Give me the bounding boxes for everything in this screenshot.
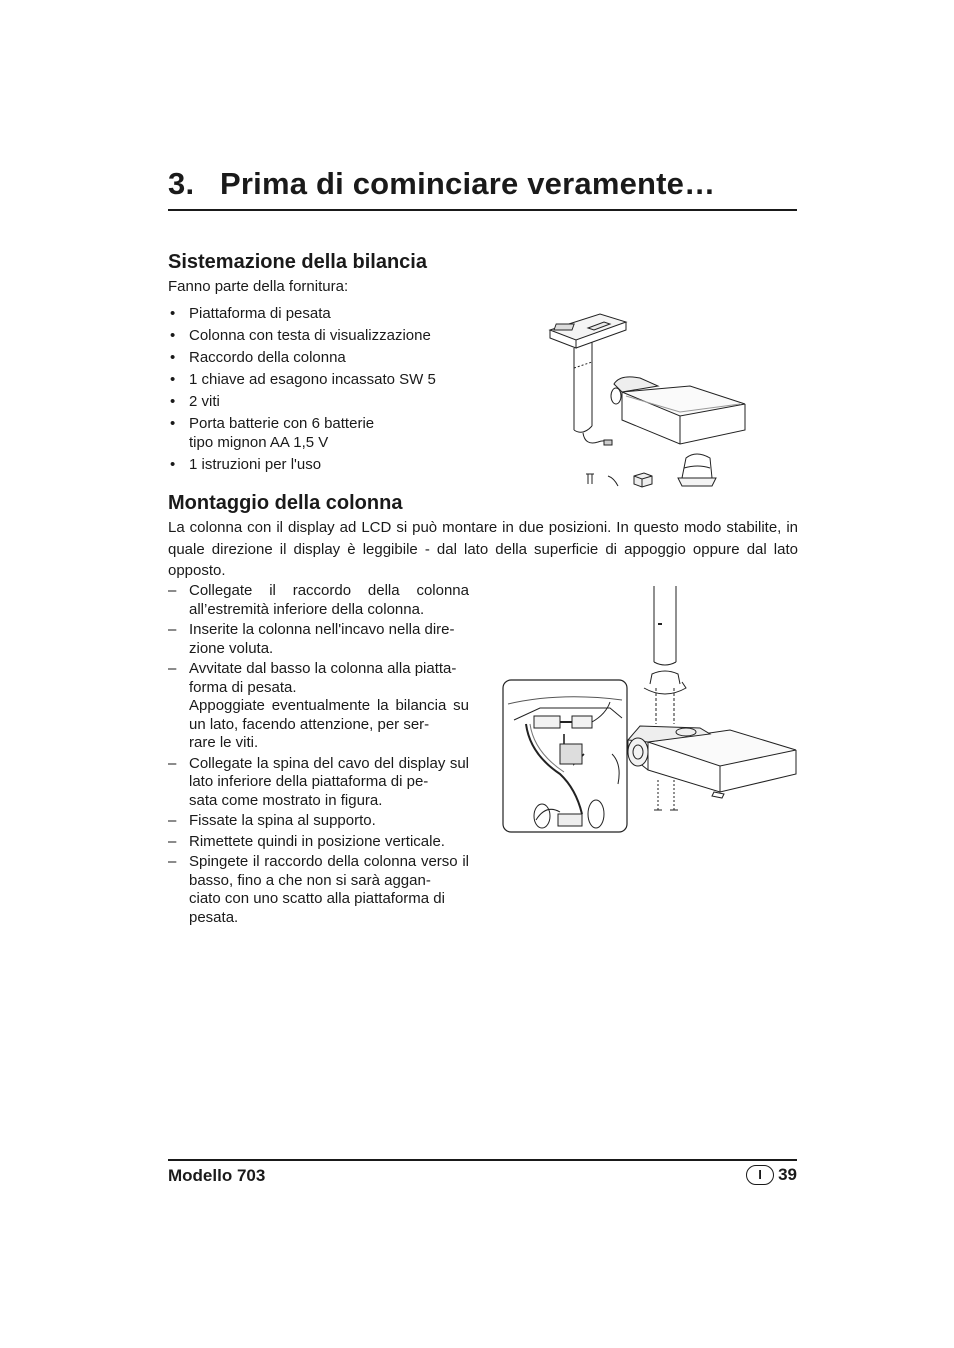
list-item: • 1 chiave ad esagono incassato SW 5 — [168, 370, 488, 389]
delivery-illustration — [540, 308, 770, 494]
column-connector-icon — [644, 671, 686, 724]
screws-icon — [608, 476, 618, 486]
footer-model: Modello 703 — [168, 1166, 266, 1185]
battery-holder-icon — [634, 473, 652, 487]
step-item — [168, 853, 469, 927]
column-icon — [654, 586, 676, 665]
step-item-line: sata come mostrato in figura. — [189, 791, 383, 809]
step-item-line: – Spingete il raccordo della colonna verso il basso, fino a che non si sarà aggan- — [189, 853, 469, 889]
step-item-line: forma di pesata. — [189, 678, 297, 696]
platform-icon — [628, 726, 796, 798]
step-item: – Collegate il raccordo della colonna all’estremità inferiore della colonna. — [168, 582, 469, 619]
detail-inset — [503, 680, 627, 832]
list-item: • 1 istruzioni per l'uso — [168, 455, 488, 474]
delivery-intro: Fanno parte della fornitura: — [168, 278, 349, 295]
title-rule — [168, 209, 797, 211]
step-item-line: ciato con uno scatto alla piattaforma di — [189, 890, 445, 907]
step-item-line: – Collegate la spina del cavo del display sul lato inferiore della piattaforma di pe- — [189, 754, 469, 790]
section-heading-setup: Sistemazione della bilancia — [168, 251, 427, 273]
column-connector-icon — [678, 454, 716, 486]
section-heading-assembly: Montaggio della colonna — [168, 492, 403, 514]
step-item-line: zione voluta. — [189, 639, 274, 657]
step-item: – Rimettete quindi in posizione verticale. — [168, 833, 469, 852]
footer-page-info — [746, 1165, 797, 1185]
footer-rule — [168, 1159, 797, 1161]
display-head-icon — [550, 314, 626, 348]
list-item-line: • Porta batterie con 6 batterie — [189, 415, 375, 432]
page-number: 39 — [778, 1165, 797, 1184]
delivery-list — [168, 304, 488, 477]
list-item: • Piattaforma di pesata — [168, 304, 488, 323]
step-item — [168, 621, 469, 658]
list-item: • Raccordo della colonna — [168, 348, 488, 367]
step-item: – Fissate la spina al supporto. — [168, 812, 469, 831]
chapter-number: 3. — [168, 166, 195, 201]
list-item: • 2 viti — [168, 392, 488, 411]
step-item-line: – Avvitate dal basso la colonna alla piatta- — [189, 660, 457, 677]
step-item-line: rare le viti. — [189, 734, 259, 751]
screws-icon — [654, 780, 678, 810]
assembly-steps — [168, 582, 469, 929]
inset-pointer — [628, 738, 648, 766]
chapter-title — [168, 166, 715, 202]
platform-icon — [611, 377, 745, 444]
list-item — [168, 414, 488, 452]
step-item — [168, 755, 469, 811]
step-item-line: pesata. — [189, 908, 239, 926]
list-item: • Colonna con testa di visualizzazione — [168, 326, 488, 345]
hex-key-icon — [586, 474, 594, 484]
step-item-line: – Inserite la colonna nell'incavo nella dire- — [189, 621, 455, 638]
assembly-intro: La colonna con il display ad LCD si può montare in due posizioni. In questo modo stabilite, in quale direzione il display è leggibile - dal lato della superficie di appoggio oppure dal lato opposto. — [168, 519, 798, 579]
step-item-line: Appoggiate eventualmente la bilancia su un lato, facendo attenzione, per ser- — [189, 697, 469, 733]
column-icon — [574, 342, 612, 445]
list-item-line: tipo mignon AA 1,5 V — [189, 434, 329, 451]
assembly-illustration — [500, 584, 800, 834]
chapter-title-text: Prima di cominciare veramente… — [220, 166, 716, 201]
step-item — [168, 660, 469, 753]
language-badge: I — [746, 1165, 774, 1185]
